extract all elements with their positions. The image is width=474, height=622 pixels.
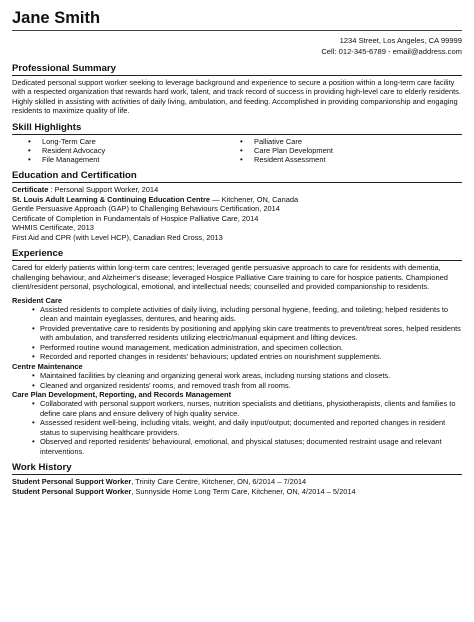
work-role: Student Personal Support Worker — [12, 477, 132, 487]
certificate-value: : Personal Support Worker, 2014 — [48, 185, 159, 195]
candidate-name: Jane Smith — [12, 9, 101, 27]
certification-line: Certificate of Completion in Fundamentals of Hospice Palliative Care, 2014 — [12, 213, 259, 223]
certification-line: Gentle Persuasive Approach (GAP) to Challenging Behaviours Certification, 2014 — [12, 204, 280, 214]
work-detail: , Sunnyside Home Long Term Care, Kitchener, ON, 4/2014 – 5/2014 — [131, 486, 356, 496]
section-divider — [12, 260, 462, 261]
section-divider — [12, 474, 462, 475]
skill-item: • File Management — [28, 155, 240, 164]
resident-care-list — [12, 305, 462, 362]
name-divider — [12, 30, 462, 31]
address-line: 1234 Street, Los Angeles, CA 99999 — [339, 36, 462, 45]
section-title-experience: Experience — [12, 248, 64, 260]
list-item: • Collaborated with personal support workers, nurses, nutrition specialists and dietitians, physiotherapists, clients and families to define care plans and ensure delivery of high quality service. — [32, 399, 462, 418]
work-entry — [12, 487, 462, 497]
experience-intro: Cared for elderly patients within long-term care centres; leveraged gentle persuasive approach to care for residents with dementia, challenging behaviour, and Alzheimer's disease; leveraged Hospice Palliative Care training to care for hospice patients. Championed client/resident personal, psychological, emotional, and intellectual needs; counselled and provided companionship to residents. — [12, 263, 448, 292]
work-detail: , Trinity Care Centre, Kitchener, ON, 6/2014 – 7/2014 — [131, 477, 307, 487]
certificate-label: Certificate — [12, 185, 49, 195]
subsection-centre-maintenance: Centre Maintenance — [12, 361, 83, 371]
section-divider — [12, 182, 462, 183]
skill-item: • Care Plan Development — [240, 146, 333, 155]
work-entry — [12, 477, 462, 487]
list-item: • Recorded and reported changes in residents' behaviours; updated entries on nourishment supplements. — [32, 352, 462, 361]
section-title-skills: Skill Highlights — [12, 121, 82, 133]
skills-list — [12, 137, 462, 165]
certificate-line — [12, 185, 462, 194]
centre-maintenance-list — [12, 371, 462, 390]
list-item: • Maintained facilities by cleaning and organizing general work areas, including nursing stations and closets. — [32, 371, 462, 380]
section-divider — [12, 75, 462, 76]
summary-text: Dedicated personal support worker seeking to leverage background and experience to secure a position within a long-term care facility with a respected organization that rewards hard work, talent, and track record of success in providing high-level care to elderly residents. Highly skilled in assisting with activities of daily living, ambulation, and feeding. Accomplished in providing companionship and engaging residents to maximize quality of life. — [12, 78, 461, 116]
skills-column-2 — [240, 137, 333, 165]
subsection-care-plan: Care Plan Development, Reporting, and Records Management — [12, 390, 232, 400]
phone-email-line: Cell: 012-345-6789 - email@address.com — [321, 47, 462, 56]
skill-item: • Resident Advocacy — [28, 146, 240, 155]
section-title-work-history: Work History — [12, 462, 72, 474]
care-plan-list — [12, 399, 462, 456]
list-item: • Performed routine wound management, medication administration, and specimen collection. — [32, 343, 462, 352]
section-divider — [12, 134, 462, 135]
list-item: • Assisted residents to complete activities of daily living, including personal hygiene, feeding, and toileting; helped residents to clean and maintain eyeglasses, dentures, and hearing aids. — [32, 305, 462, 324]
school-name: St. Louis Adult Learning & Continuing Education Centre — [12, 194, 211, 204]
section-title-summary: Professional Summary — [12, 63, 116, 74]
subsection-resident-care: Resident Care — [12, 295, 63, 305]
section-title-education: Education and Certification — [12, 170, 137, 182]
skill-item: • Long-Term Care — [28, 137, 240, 146]
skills-column-1 — [12, 137, 240, 165]
list-item: • Provided preventative care to residents by positioning and applying skin care treatments to prevent/treat sores, helped residents with ambulation, and transferred residents utilizing electric/manual equipment and lifting devices. — [32, 324, 462, 343]
school-location: — Kitchener, ON, Canada — [210, 194, 299, 204]
list-item: • Assessed resident well-being, including vitals, weight, and daily input/output; documented and reported changes in resident status to supervising healthcare providers. — [32, 418, 462, 437]
school-line — [12, 195, 462, 204]
contact-block — [12, 35, 462, 57]
list-item: • Observed and reported residents' behavioural, emotional, and physical statuses; documented restraint usage and relevant interventions. — [32, 437, 462, 456]
skill-item: • Palliative Care — [240, 137, 333, 146]
skill-item: • Resident Assessment — [240, 155, 333, 164]
certification-line: WHMIS Certificate, 2013 — [12, 223, 94, 233]
certification-line: First Aid and CPR (with Level HCP), Canadian Red Cross, 2013 — [12, 232, 223, 242]
list-item: • Cleaned and organized residents' rooms, and removed trash from all rooms. — [32, 381, 462, 390]
work-role: Student Personal Support Worker — [12, 486, 132, 496]
